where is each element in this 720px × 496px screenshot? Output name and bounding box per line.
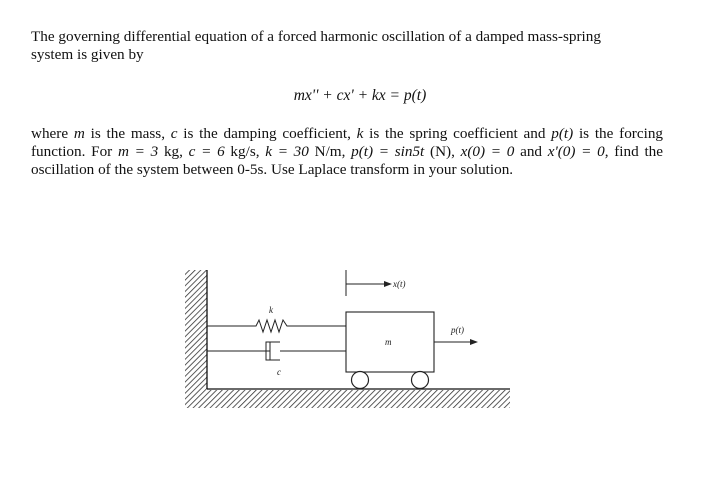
desc-text: kg/s, [224, 143, 266, 160]
spring-label: k [269, 305, 273, 315]
var-c: c [170, 125, 178, 142]
var-m: m [73, 125, 85, 142]
wheel-left [352, 372, 369, 389]
ground-hatch [185, 390, 510, 408]
mass-label: m [385, 337, 392, 347]
desc-text: (N), [424, 143, 461, 160]
damping-value: c = 6 [188, 143, 225, 160]
desc-text: is the spring coefficient and [363, 125, 552, 142]
desc-text: kg, [158, 143, 189, 160]
force-arrow [434, 339, 478, 345]
intro-line-2: system is given by [31, 46, 144, 63]
desc-text: N/m, [308, 143, 352, 160]
initial-position: x(0) = 0 [460, 143, 515, 160]
wall-hatch [185, 270, 207, 390]
var-pt: p(t) [551, 125, 574, 142]
var-k: k [356, 125, 364, 142]
intro-paragraph [31, 28, 663, 64]
desc-text: , find the oscillation of the system between 0-5s. Use Laplace transform in your solution. [31, 143, 663, 178]
damper-label: c [277, 367, 281, 377]
desc-text: is the mass, [84, 125, 171, 142]
mass-value: m = 3 [117, 143, 159, 160]
force-label: p(t) [451, 325, 464, 335]
displacement-arrow [346, 270, 392, 296]
mass-spring-damper-diagram [180, 262, 520, 414]
desc-text: is the forcing function. For [31, 125, 664, 160]
desc-text: and [514, 143, 548, 160]
desc-text: where [31, 125, 74, 142]
spring [207, 320, 346, 332]
description-paragraph [31, 125, 663, 179]
displacement-label: x(t) [393, 279, 406, 289]
intro-line-1: The governing differential equation of a forced harmonic oscillation of a damped mass-spring [31, 28, 601, 45]
initial-velocity: x'(0) = 0 [547, 143, 605, 160]
desc-text: is the damping coefficient, [177, 125, 357, 142]
spring-value: k = 30 [265, 143, 309, 160]
forcing-value: p(t) = sin5t [351, 143, 425, 160]
damper [207, 342, 346, 360]
wheel-right [412, 372, 429, 389]
governing-equation: mx'' + cx' + kx = p(t) [293, 87, 427, 104]
